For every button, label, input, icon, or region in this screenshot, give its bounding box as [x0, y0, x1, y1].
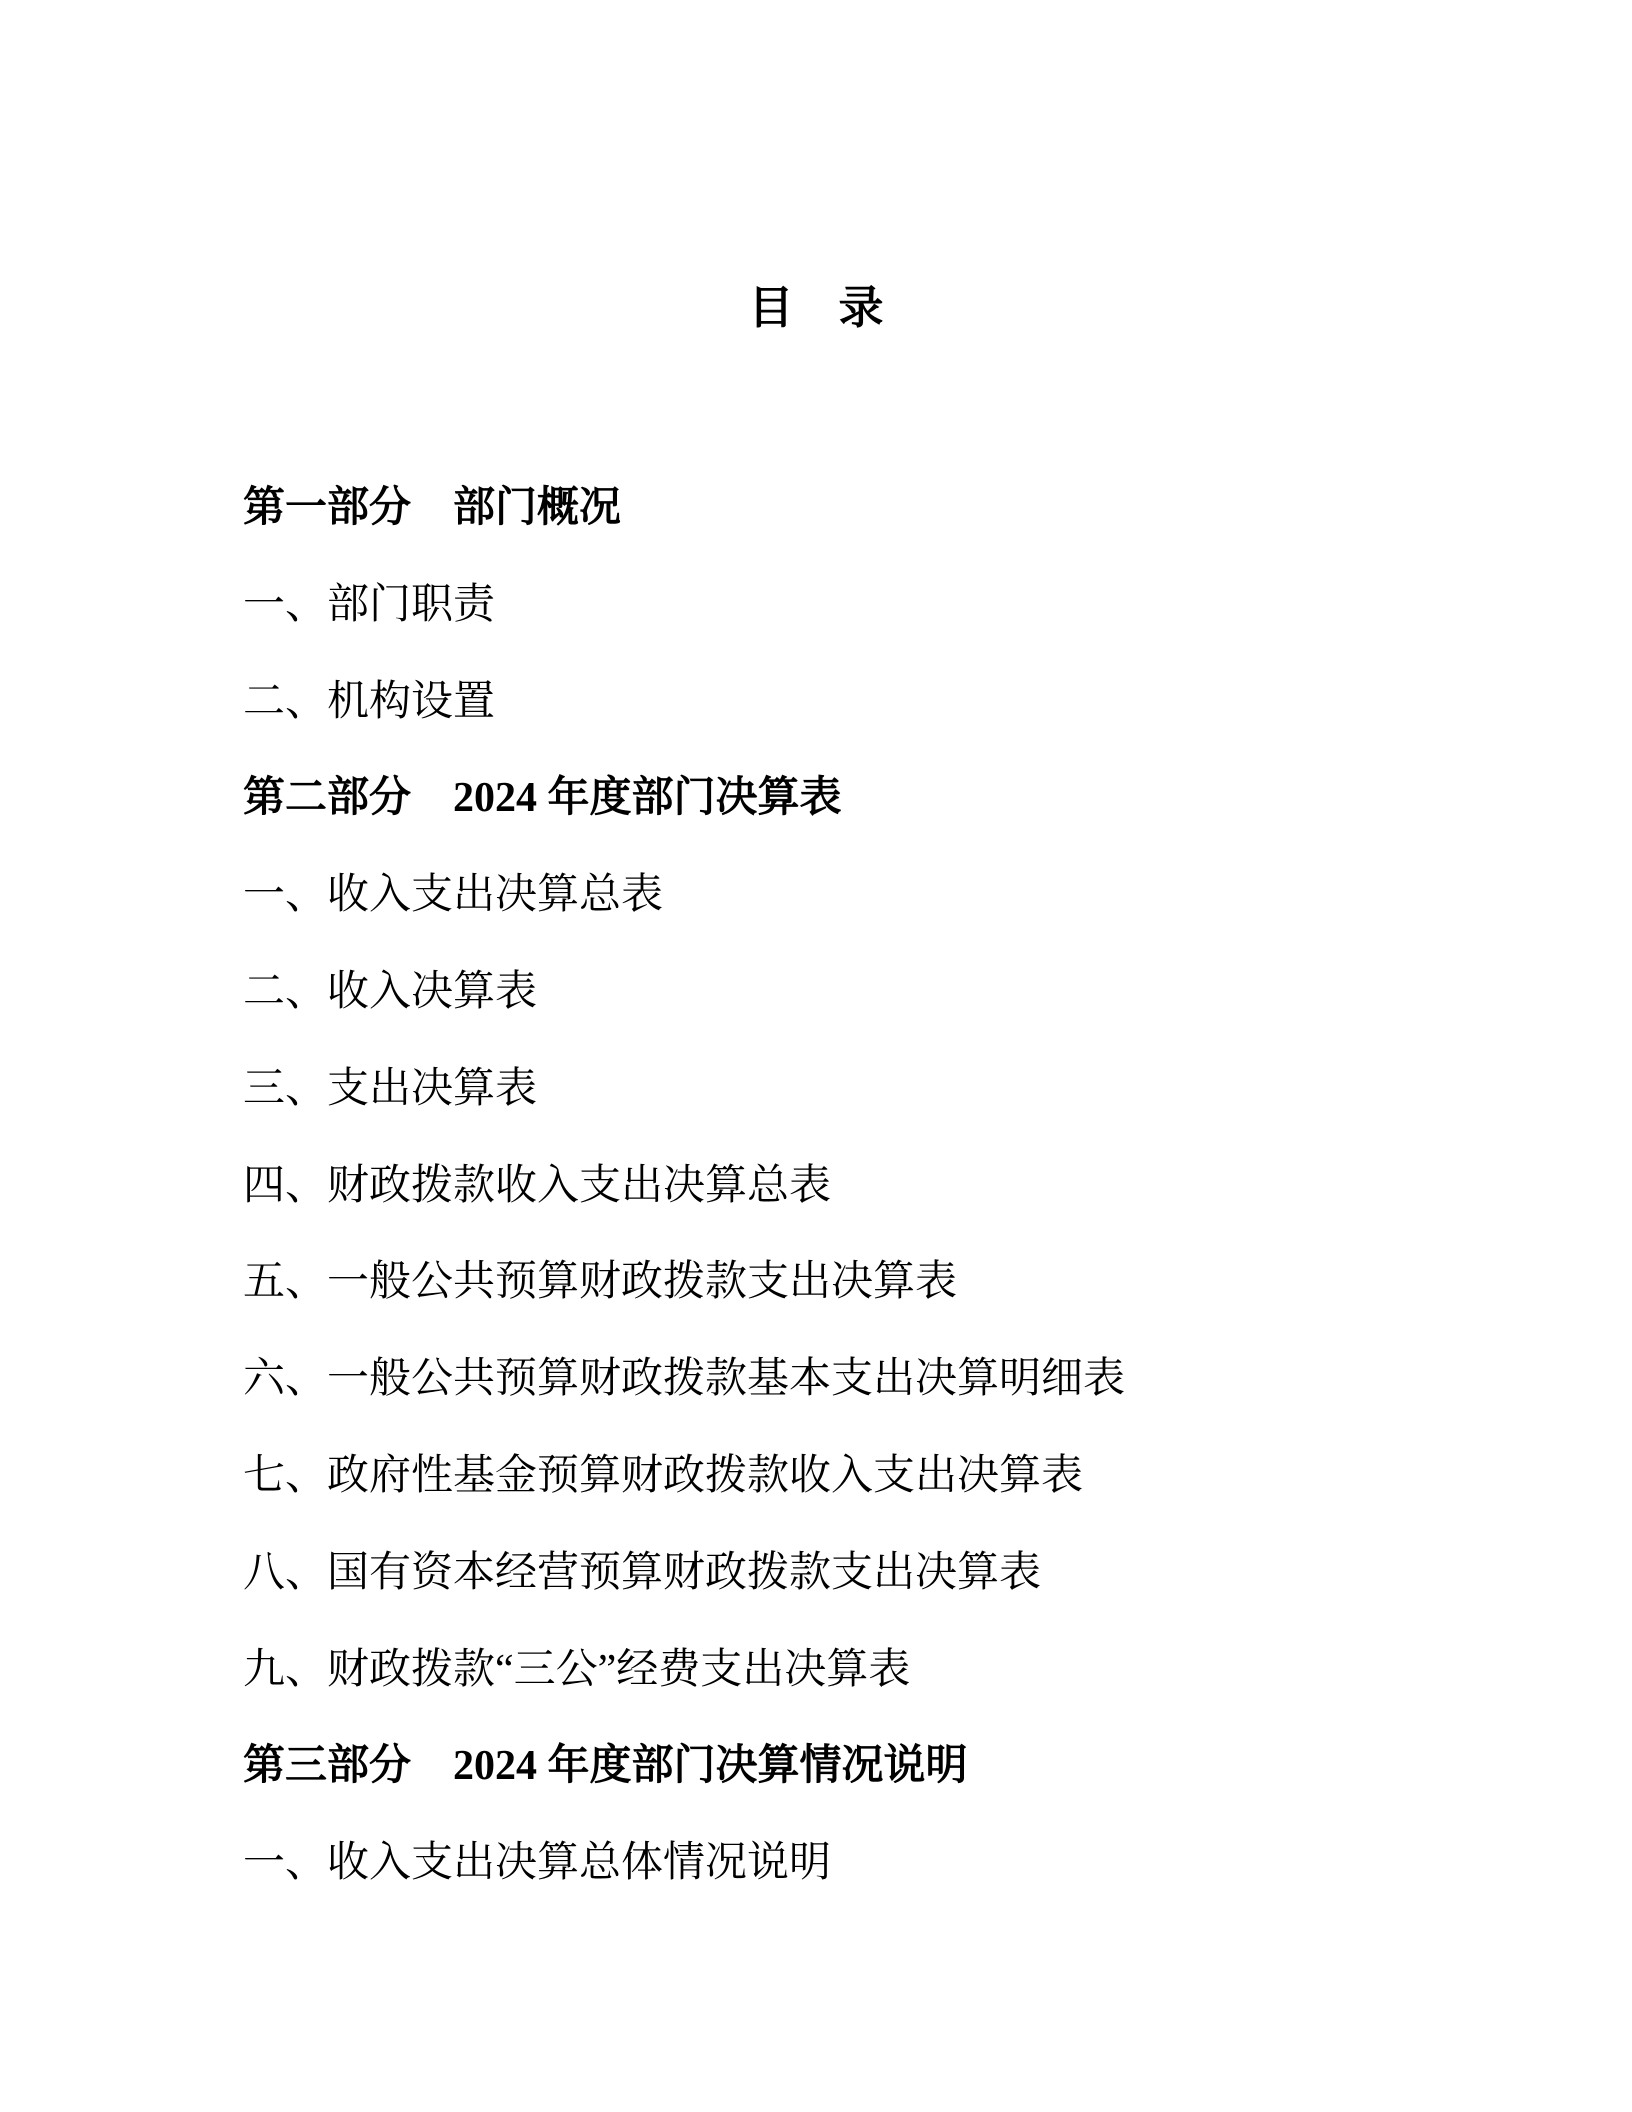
toc-part-heading-2: 第二部分 2024 年度部门决算表	[243, 775, 842, 822]
toc-entry: 九、财政拨款“三公”经费支出决算表	[243, 1646, 911, 1693]
toc-entry: 七、政府性基金预算财政拨款收入支出决算表	[243, 1452, 1084, 1499]
toc-entry: 八、国有资本经营预算财政拨款支出决算表	[243, 1549, 1042, 1596]
toc-entry: 一、收入支出决算总体情况说明	[243, 1840, 832, 1887]
toc-list	[243, 460, 1443, 1912]
toc-entry: 六、一般公共预算财政拨款基本支出决算明细表	[243, 1356, 1126, 1403]
toc-entry: 二、收入决算表	[243, 968, 538, 1015]
page-title: 目 录	[748, 283, 884, 333]
toc-entry: 三、支出决算表	[243, 1065, 538, 1112]
toc-entry: 一、收入支出决算总表	[243, 872, 664, 919]
toc-entry: 五、一般公共预算财政拨款支出决算表	[243, 1259, 958, 1306]
toc-entry: 四、财政拨款收入支出决算总表	[243, 1162, 832, 1209]
toc-part-heading-1: 第一部分 部门概况	[243, 485, 622, 531]
toc-entry: 一、部门职责	[243, 581, 496, 628]
toc-entry: 二、机构设置	[243, 678, 496, 725]
toc-part-heading-3: 第三部分 2024 年度部门决算情况说明	[243, 1743, 968, 1790]
